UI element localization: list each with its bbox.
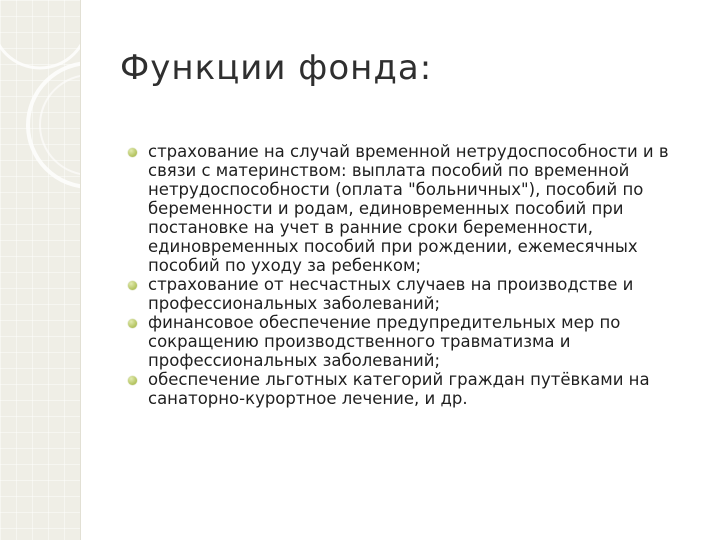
bullet-text: обеспечение льготных категорий граждан путёвками на санаторно-курортное лечение, и др. [148,370,650,408]
bullet-text: финансовое обеспечение предупредительных мер по сокращению производственного травматизма и профессиональных заболеваний; [148,313,621,370]
bullet-text: страхование от несчастных случаев на производстве и профессиональных заболеваний; [148,275,634,313]
bullet-list [128,142,700,408]
bullet-icon [128,319,137,328]
list-item [128,275,700,313]
decorative-circles-icon [0,0,80,540]
bullet-icon [128,281,137,290]
list-item [128,142,700,275]
list-item [128,370,700,408]
slide-title: Функции фонда: [120,48,433,88]
list-item [128,313,700,370]
bullet-icon [128,148,137,157]
bullet-icon [128,376,137,385]
left-decorative-band [0,0,81,540]
bullet-text: страхование на случай временной нетрудоспособности и в связи с материнством: выплата пособий по временной нетрудоспособности (оплата "больничных"), пособий по беременности и родам, единовременных пособий при постановке на учет в ранние сроки беременности, единовременных пособий при рождении, ежемесячных пособий по уходу за ребенком; [148,142,669,275]
